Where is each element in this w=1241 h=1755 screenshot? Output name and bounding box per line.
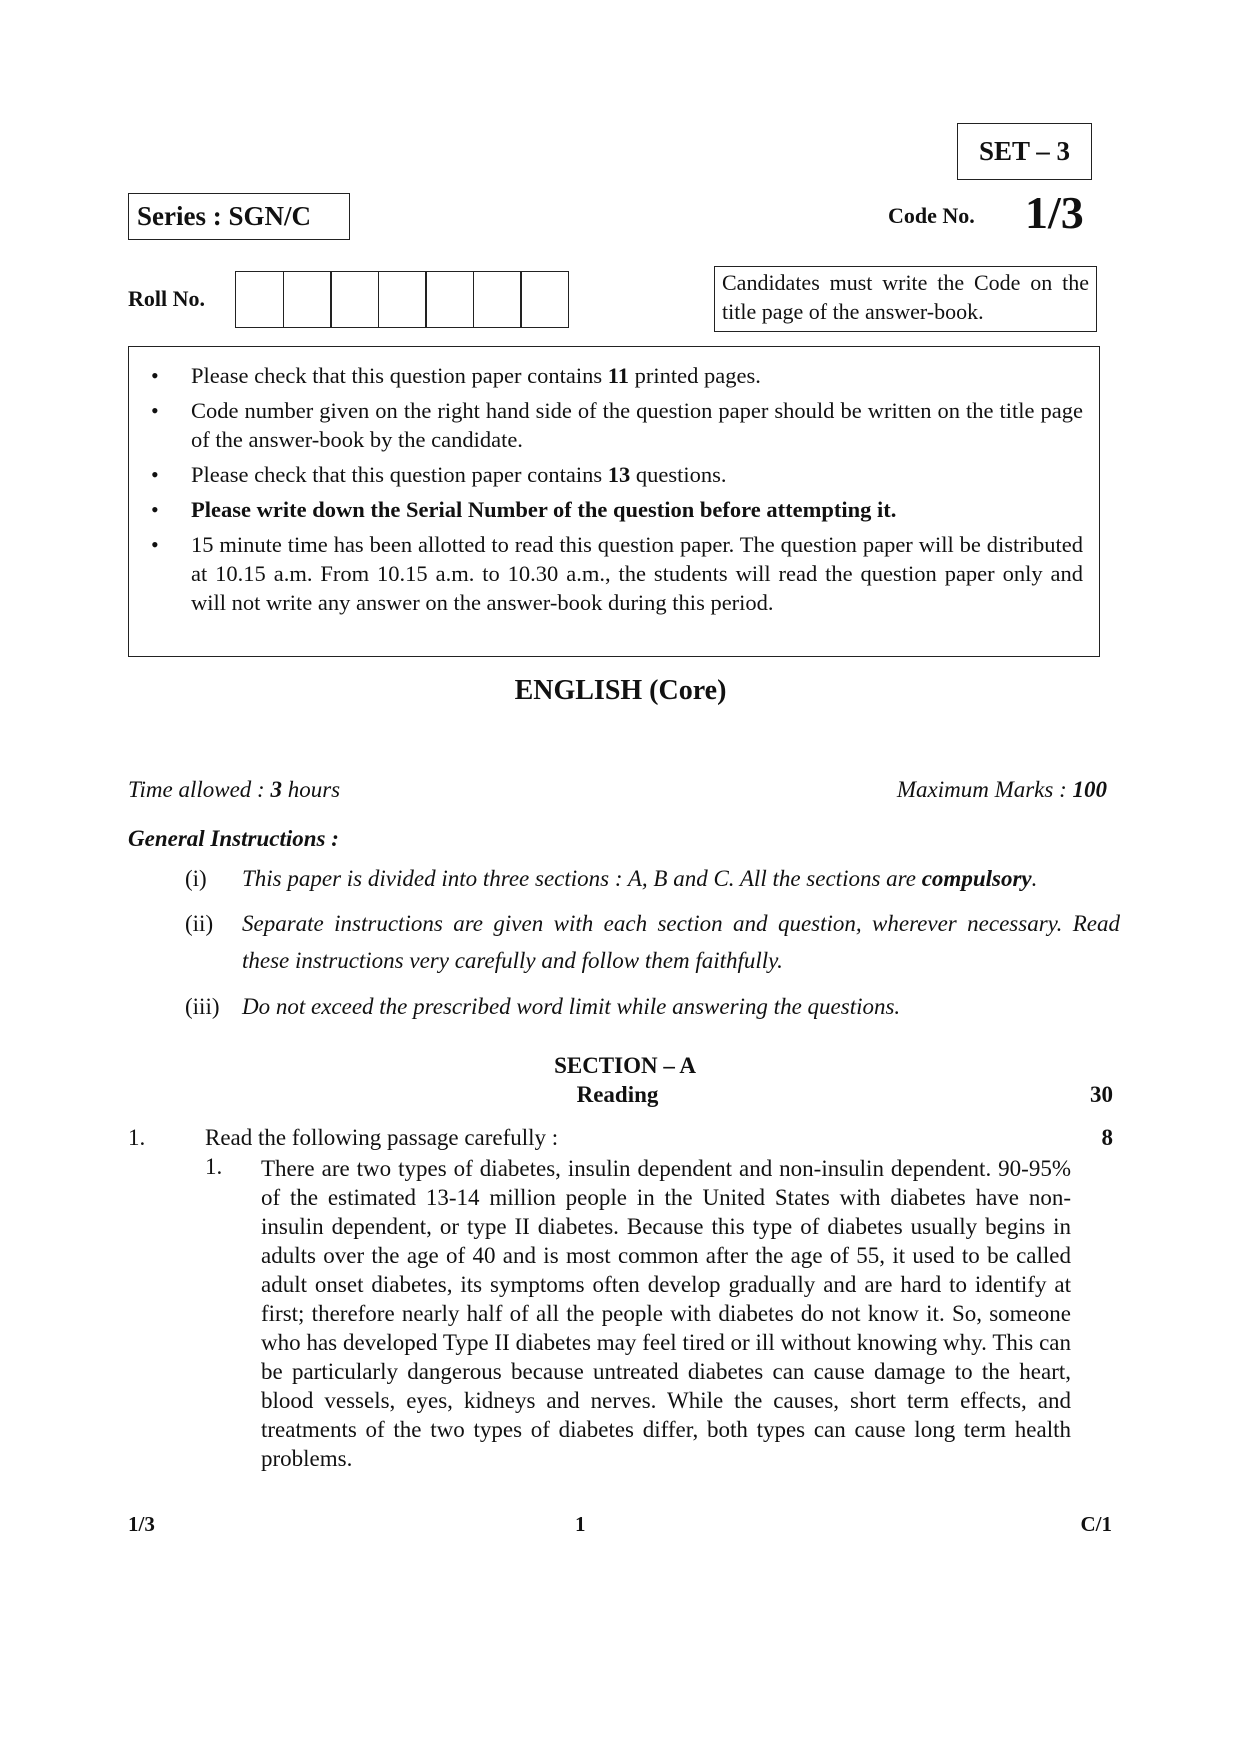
question-number: 1. [128, 1125, 146, 1150]
code-label: Code No. [888, 203, 975, 228]
series-label: Series : SGN/C [137, 201, 311, 231]
roll-number-cell[interactable] [283, 271, 332, 328]
general-instruction-number: (ii) [185, 911, 214, 936]
roll-number-cell[interactable] [425, 271, 474, 328]
time-value: 3 [270, 777, 282, 802]
page-count: 11 [607, 363, 630, 388]
general-instruction-number: (i) [185, 866, 207, 891]
instruction-text: . [1031, 866, 1038, 891]
set-number: SET – 3 [978, 136, 1071, 166]
instruction-text: Please check that this question paper contains [191, 363, 608, 388]
roll-number-cell[interactable] [520, 271, 569, 328]
general-instruction-item [185, 988, 1120, 1025]
instruction-text: This paper is divided into three sections : A, B and C. All the sections are [242, 866, 922, 891]
passage-paragraph: There are two types of diabetes, insulin dependent and non-insulin dependent. 90-95% of the estimated 13-14 million people in the United States with diabetes have non-insulin dependent, or type II diabetes. Because this type of diabetes usually begins in adults over the age of 40 and is most common after the age of 55, it used to be called adult onset diabetes, its symptoms often develop gradually and are hard to identify at first; therefore nearly half of all the people with diabetes do not know it. So, someone who has developed Type II diabetes may feel tired or ill without knowing why. This can be particularly dangerous because untreated diabetes can cause damage to the heart, blood vessels, eyes, kidneys and nerves. While the causes, short term effects, and treatments of the two types of diabetes differ, both types can cause long term health problems. [261, 1156, 1071, 1471]
general-instruction-text [242, 860, 1120, 897]
section-title: SECTION – A [554, 1053, 696, 1078]
footer-ref: C/1 [1080, 1512, 1112, 1536]
roll-number-cell[interactable] [235, 271, 284, 328]
question-count: 13 [607, 462, 631, 487]
general-instruction-item [185, 905, 1120, 979]
general-instruction-item [185, 860, 1120, 897]
section-marks: 30 [1090, 1082, 1113, 1107]
marks-value: 100 [1072, 777, 1107, 802]
instruction-text: 15 minute time has been allotted to read this question paper. The question paper will be distributed at 10.15 a.m. From 10.15 a.m. to 10.30 a.m., the students will read the question paper only and will not write any answer on the answer-book during this period. [191, 532, 1083, 615]
instructions-list [129, 361, 1083, 617]
instruction-item [129, 460, 1083, 489]
general-instruction-text: Separate instructions are given with each section and question, wherever necessary. Read these instructions very carefully and follow them faithfully. [242, 911, 1120, 973]
section-name: Reading [576, 1082, 659, 1107]
instruction-item [129, 530, 1083, 617]
instruction-text: Please check that this question paper contains [191, 462, 608, 487]
instructions-box [128, 346, 1100, 657]
question-marks: 8 [1101, 1125, 1113, 1150]
paragraph-number: 1. [205, 1154, 223, 1179]
maximum-marks [897, 777, 1107, 803]
subject-title: ENGLISH (Core) [514, 675, 727, 706]
question-text: Read the following passage carefully : [205, 1125, 559, 1150]
general-instructions-heading: General Instructions : [128, 826, 339, 851]
code-value: 1/3 [1025, 187, 1084, 238]
roll-number-cell[interactable] [330, 271, 379, 328]
instruction-text: printed pages. [629, 363, 761, 388]
time-label: Time allowed : [128, 777, 271, 802]
instruction-text: Please write down the Serial Number of the question before attempting it. [191, 497, 897, 522]
roll-number-cell[interactable] [378, 271, 427, 328]
time-allowed [128, 777, 340, 803]
instruction-emphasis: compulsory [921, 866, 1032, 891]
instruction-item [129, 361, 1083, 390]
roll-number-boxes [235, 271, 569, 328]
instruction-item [129, 396, 1083, 454]
general-instruction-text: Do not exceed the prescribed word limit while answering the questions. [242, 994, 901, 1019]
footer-code: 1/3 [128, 1512, 155, 1536]
instruction-item [129, 495, 1083, 524]
candidate-note-box [714, 266, 1097, 332]
roll-number-cell[interactable] [473, 271, 522, 328]
time-unit: hours [281, 777, 341, 802]
page-number: 1 [575, 1512, 586, 1536]
general-instruction-number: (iii) [185, 994, 220, 1019]
roll-number-label: Roll No. [128, 286, 205, 311]
marks-label: Maximum Marks : [896, 777, 1073, 802]
set-number-box [957, 123, 1092, 180]
series-box [128, 193, 350, 240]
candidate-note: Candidates must write the Code on the title page of the answer-book. [722, 270, 1089, 324]
instruction-text: Code number given on the right hand side of the question paper should be written on the title page of the answer-book by the candidate. [191, 398, 1083, 452]
instruction-text: questions. [630, 462, 727, 487]
